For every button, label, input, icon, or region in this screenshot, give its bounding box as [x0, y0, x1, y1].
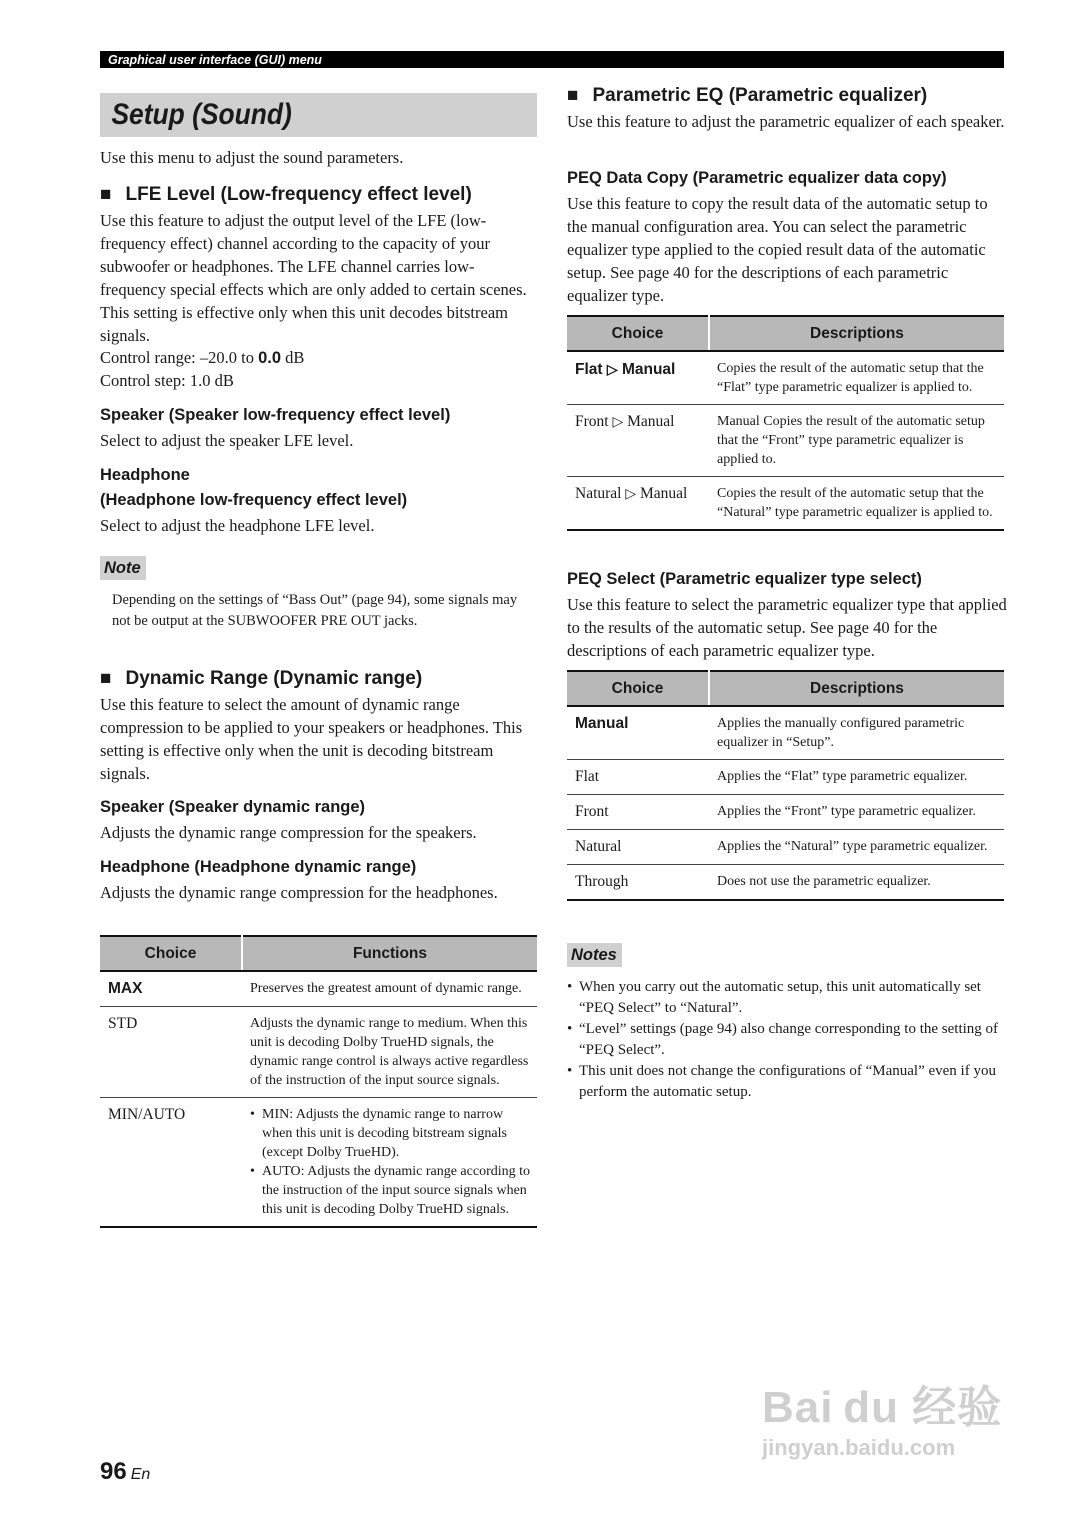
notes-label-box — [567, 943, 622, 967]
lfe-body: Use this feature to adjust the output level of the LFE (low-frequency effect) channel according to the capacity of your subwoofer or headphones. The LFE channel carries low-frequency special effects which are only added to certain scenes. This setting is effective only when this unit decodes bitstream signals. — [100, 211, 527, 345]
arrow-icon: ▷ — [625, 487, 637, 502]
description-cell: Manual Copies the result of the automatic setup that the “Front” type parametric equalizer is applied to. — [709, 405, 1004, 477]
table-row — [100, 1098, 537, 1228]
choice-cell: Natural — [567, 830, 709, 865]
table-row — [567, 405, 1004, 477]
peq-copy-table — [567, 315, 1004, 531]
peq-select-table — [567, 670, 1004, 901]
lfe-heading: ■ LFE Level (Low-frequency effect level) — [100, 184, 472, 205]
table-row — [567, 865, 1004, 901]
lfe-speaker-heading: Speaker (Speaker low-frequency effect level) — [100, 406, 451, 424]
table-header-descriptions: Descriptions — [709, 316, 1004, 351]
dynamic-headphone-heading: Headphone (Headphone dynamic range) — [100, 858, 417, 876]
bullet-auto: • AUTO: Adjusts the dynamic range according to the instruction of the input source signals when this unit is decoding Dolby TrueHD signals. — [250, 1162, 531, 1219]
watermark-url: jingyan.baidu.com — [762, 1435, 956, 1460]
notes-label: Notes — [567, 943, 622, 967]
lfe-headphone-heading-1: Headphone — [100, 466, 190, 484]
lfe-headphone-body: Select to adjust the headphone LFE level. — [100, 516, 375, 535]
peq-select-heading: PEQ Select (Parametric equalizer type select) — [567, 570, 922, 588]
dynamic-speaker-heading: Speaker (Speaker dynamic range) — [100, 798, 366, 816]
table-header-functions: Functions — [242, 936, 537, 971]
function-cell: Adjusts the dynamic range to medium. When this unit is decoding Dolby TrueHD signals, the dynamic range control is always active regardless of the instruction of the input source signals. — [242, 1007, 537, 1098]
choice-cell: Manual — [567, 706, 709, 760]
table-header-choice: Choice — [567, 671, 709, 706]
dynamic-heading-text: Dynamic Range (Dynamic range) — [125, 668, 423, 689]
lfe-range: Control range: –20.0 to 0.0 dB — [100, 348, 305, 367]
intro-text: Use this menu to adjust the sound parameters. — [100, 148, 404, 167]
lfe-headphone-heading-2: (Headphone low-frequency effect level) — [100, 491, 408, 509]
list-item: • “Level” settings (page 94) also change corresponding to the setting of “PEQ Select”. — [567, 1019, 1004, 1061]
page-language: En — [130, 1466, 151, 1483]
table-row — [567, 477, 1004, 531]
choice-cell: Flat — [567, 760, 709, 795]
arrow-icon: ▷ — [606, 361, 618, 377]
notes-list — [567, 977, 1004, 1103]
description-cell: Copies the result of the automatic setup that the “Natural” type parametric equalizer is applied to. — [709, 477, 1004, 531]
description-cell: Applies the “Natural” type parametric equalizer. — [709, 830, 1004, 865]
section-header-text: Graphical user interface (GUI) menu — [108, 53, 322, 67]
choice-cell: Natural ▷ Manual — [567, 477, 709, 531]
dynamic-heading: ■ Dynamic Range (Dynamic range) — [100, 668, 423, 689]
table-header-choice: Choice — [100, 936, 242, 971]
choice-cell: Front — [567, 795, 709, 830]
lfe-heading-text: LFE Level (Low-frequency effect level) — [125, 184, 472, 205]
dynamic-speaker-body: Adjusts the dynamic range compression for the speakers. — [100, 823, 477, 842]
watermark-logo-text: Bai du 经验 — [762, 1383, 1003, 1432]
bullet-min: • MIN: Adjusts the dynamic range to narrow when this unit is decoding bitstream signals (except Dolby TrueHD). — [250, 1105, 531, 1162]
choice-cell: Front ▷ Manual — [567, 405, 709, 477]
description-cell: Applies the manually configured parametric equalizer in “Setup”. — [709, 706, 1004, 760]
note-label-box — [100, 556, 146, 580]
page-title-box — [100, 93, 537, 137]
description-cell: Does not use the parametric equalizer. — [709, 865, 1004, 901]
peq-heading: ■ Parametric EQ (Parametric equalizer) — [567, 85, 928, 106]
table-row — [100, 971, 537, 1007]
dynamic-range-table — [100, 935, 537, 1228]
choice-cell: MAX — [100, 971, 242, 1007]
choice-cell: STD — [100, 1007, 242, 1098]
note-label: Note — [100, 556, 146, 580]
dynamic-body: Use this feature to select the amount of dynamic range compression to be applied to your speakers or headphones. This setting is effective only when the unit is decoding bitstream signals. — [100, 695, 523, 783]
description-cell: Applies the “Flat” type parametric equalizer. — [709, 760, 1004, 795]
page-number — [100, 1458, 150, 1486]
table-header-descriptions: Descriptions — [709, 671, 1004, 706]
peq-select-body: Use this feature to select the parametric equalizer type that applied to the results of the automatic setup. See page 40 for the descriptions of each parametric equalizer type. — [567, 595, 1007, 660]
list-item: • This unit does not change the configurations of “Manual” even if you perform the automatic setup. — [567, 1061, 1004, 1103]
table-row — [567, 760, 1004, 795]
function-cell — [242, 1098, 537, 1228]
choice-cell: Through — [567, 865, 709, 901]
table-header-choice: Choice — [567, 316, 709, 351]
table-row — [100, 1007, 537, 1098]
description-cell: Copies the result of the automatic setup that the “Flat” type parametric equalizer is applied to. — [709, 351, 1004, 405]
choice-cell: MIN/AUTO — [100, 1098, 242, 1228]
peq-heading-text: Parametric EQ (Parametric equalizer) — [592, 85, 928, 106]
table-row — [567, 351, 1004, 405]
lfe-speaker-body: Select to adjust the speaker LFE level. — [100, 431, 354, 450]
table-row — [567, 706, 1004, 760]
note-body: Depending on the settings of “Bass Out” (page 94), some signals may not be output at the SUBWOOFER PRE OUT jacks. — [112, 592, 518, 629]
table-row — [567, 830, 1004, 865]
list-item: • When you carry out the automatic setup, this unit automatically set “PEQ Select” to “Natural”. — [567, 977, 1004, 1019]
page-title: Setup (Sound) — [111, 98, 292, 131]
baidu-watermark — [762, 1382, 1002, 1462]
description-cell: Applies the “Front” type parametric equalizer. — [709, 795, 1004, 830]
function-cell: Preserves the greatest amount of dynamic range. — [242, 971, 537, 1007]
dynamic-headphone-body: Adjusts the dynamic range compression for the headphones. — [100, 883, 498, 902]
peq-body: Use this feature to adjust the parametric equalizer of each speaker. — [567, 112, 1005, 131]
lfe-step: Control step: 1.0 dB — [100, 371, 234, 390]
peq-copy-heading: PEQ Data Copy (Parametric equalizer data copy) — [567, 169, 947, 187]
arrow-icon: ▷ — [612, 415, 624, 430]
section-header-bar — [100, 51, 1004, 68]
peq-copy-body: Use this feature to copy the result data of the automatic setup to the manual configuration area. You can select the parametric equalizer type applied to the copied result data of the automatic setup. See page 40 for the descriptions of each parametric equalizer type. — [567, 194, 988, 305]
page-number-value: 96 — [100, 1458, 127, 1485]
choice-cell: Flat ▷ Manual — [567, 351, 709, 405]
table-row — [567, 795, 1004, 830]
